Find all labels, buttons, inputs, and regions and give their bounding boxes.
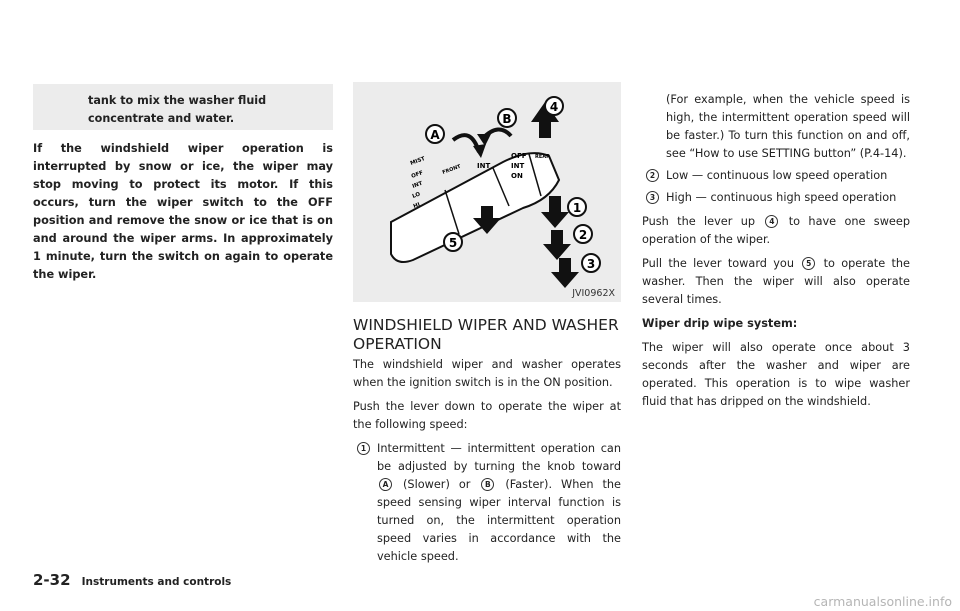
push-up-paragraph (642, 213, 910, 249)
lever-int3: INT (511, 162, 525, 170)
marker-3: 3 (646, 191, 659, 204)
callout-a (426, 125, 444, 143)
page-number: 2-32 (33, 571, 71, 589)
pull-text-b: to operate the washer. Then the wiper will also operate several times. (642, 257, 911, 306)
callout-b (498, 109, 516, 127)
pull-text-a: Pull the lever toward you (642, 257, 794, 270)
push-up-text-a: Push the lever up (642, 215, 756, 228)
item-2-text: Low — continuous low speed operation (666, 169, 888, 182)
section-heading: WINDSHIELD WIPER AND WASHER OPERATION (353, 316, 619, 353)
knob-arrow-a (453, 135, 479, 152)
marker-a: A (379, 478, 392, 491)
wiper-lever-illustration (353, 82, 621, 302)
marker-4: 4 (765, 215, 778, 228)
marker-5: 5 (802, 257, 815, 270)
lever-rear: REAR (535, 154, 550, 160)
pull-paragraph (642, 255, 910, 309)
marker-2: 2 (646, 169, 659, 182)
callout-5 (444, 233, 462, 251)
lever-hi: HI (412, 201, 421, 210)
callout-3 (582, 254, 600, 272)
list-item-2 (642, 167, 910, 185)
marker-b: B (481, 478, 494, 491)
svg-text:B: B (502, 112, 512, 126)
lever-on: ON (511, 172, 523, 180)
lever-lo: LO (411, 191, 422, 200)
callout-4 (545, 97, 563, 115)
figure-code: JVI0962X (572, 288, 615, 299)
lever-off: OFF (410, 170, 425, 180)
svg-text:1: 1 (572, 201, 582, 215)
drip-heading: Wiper drip wipe system: (642, 317, 798, 330)
arrow-down-3 (551, 258, 579, 288)
column-3-text (642, 91, 910, 417)
svg-text:5: 5 (448, 236, 458, 250)
lever-mist: MIST (409, 156, 426, 167)
wiper-lever-figure (353, 82, 621, 302)
push-down-paragraph: Push the lever down to operate the wiper at the following speed: (353, 400, 621, 431)
lever-int: INT (411, 180, 424, 190)
drip-paragraph: The wiper will also operate once about 3 seconds after the washer and wiper are operated. This operation is to wipe washer fluid that has dripped on the windshield. (642, 341, 910, 408)
section-name: Instruments and controls (81, 576, 232, 588)
svg-text:A: A (430, 128, 440, 142)
list-item-1 (353, 440, 621, 566)
column-2-text (353, 356, 621, 566)
arrow-down-1 (541, 196, 569, 228)
item-1-continued: (For example, when the vehicle speed is high, the intermittent operation speed will be faster.) To turn this function on and off, see “How to use SETTING button” (P.4-14). (666, 93, 910, 160)
svg-text:4: 4 (549, 100, 559, 114)
marker-1: 1 (357, 442, 370, 455)
svg-text:3: 3 (586, 257, 596, 271)
callout-2 (574, 225, 592, 243)
snow-ice-paragraph: If the windshield wiper operation is interrupted by snow or ice, the wiper may stop moving to protect its motor. If this occurs, turn the wiper switch to the OFF position and remove the snow or ice that is on and around the wiper arms. In approximately 1 minute, turn the switch on again to operate the wiper. (33, 142, 333, 281)
item-3-text: High — continuous high speed operation (666, 191, 897, 204)
arrow-down-2 (543, 230, 571, 260)
page-footer (33, 570, 231, 589)
item-1-text-c: (Faster). When the speed sensing wiper interval function is turned on, the intermittent operation speed varies in accordance with the vehicle speed. (377, 478, 621, 563)
lever-front: FRONT (441, 163, 462, 176)
note-text: tank to mix the washer fluid concentrate and water. (88, 94, 267, 125)
item-1-text-b: (Slower) or (402, 478, 471, 491)
lever-int2: INT (477, 162, 491, 170)
list-item-3 (642, 189, 910, 207)
svg-text:2: 2 (578, 228, 588, 242)
item-1-text-a: Intermittent — intermittent operation can be adjusted by turning the knob toward (377, 442, 621, 473)
lever-off2: OFF (511, 152, 527, 160)
push-up-text-b: to have one sweep operation of the wiper. (642, 215, 910, 246)
watermark: carmanualsonline.info (813, 594, 952, 609)
intro-paragraph: The windshield wiper and washer operates when the ignition switch is in the ON position. (353, 358, 621, 389)
callout-1 (568, 198, 586, 216)
